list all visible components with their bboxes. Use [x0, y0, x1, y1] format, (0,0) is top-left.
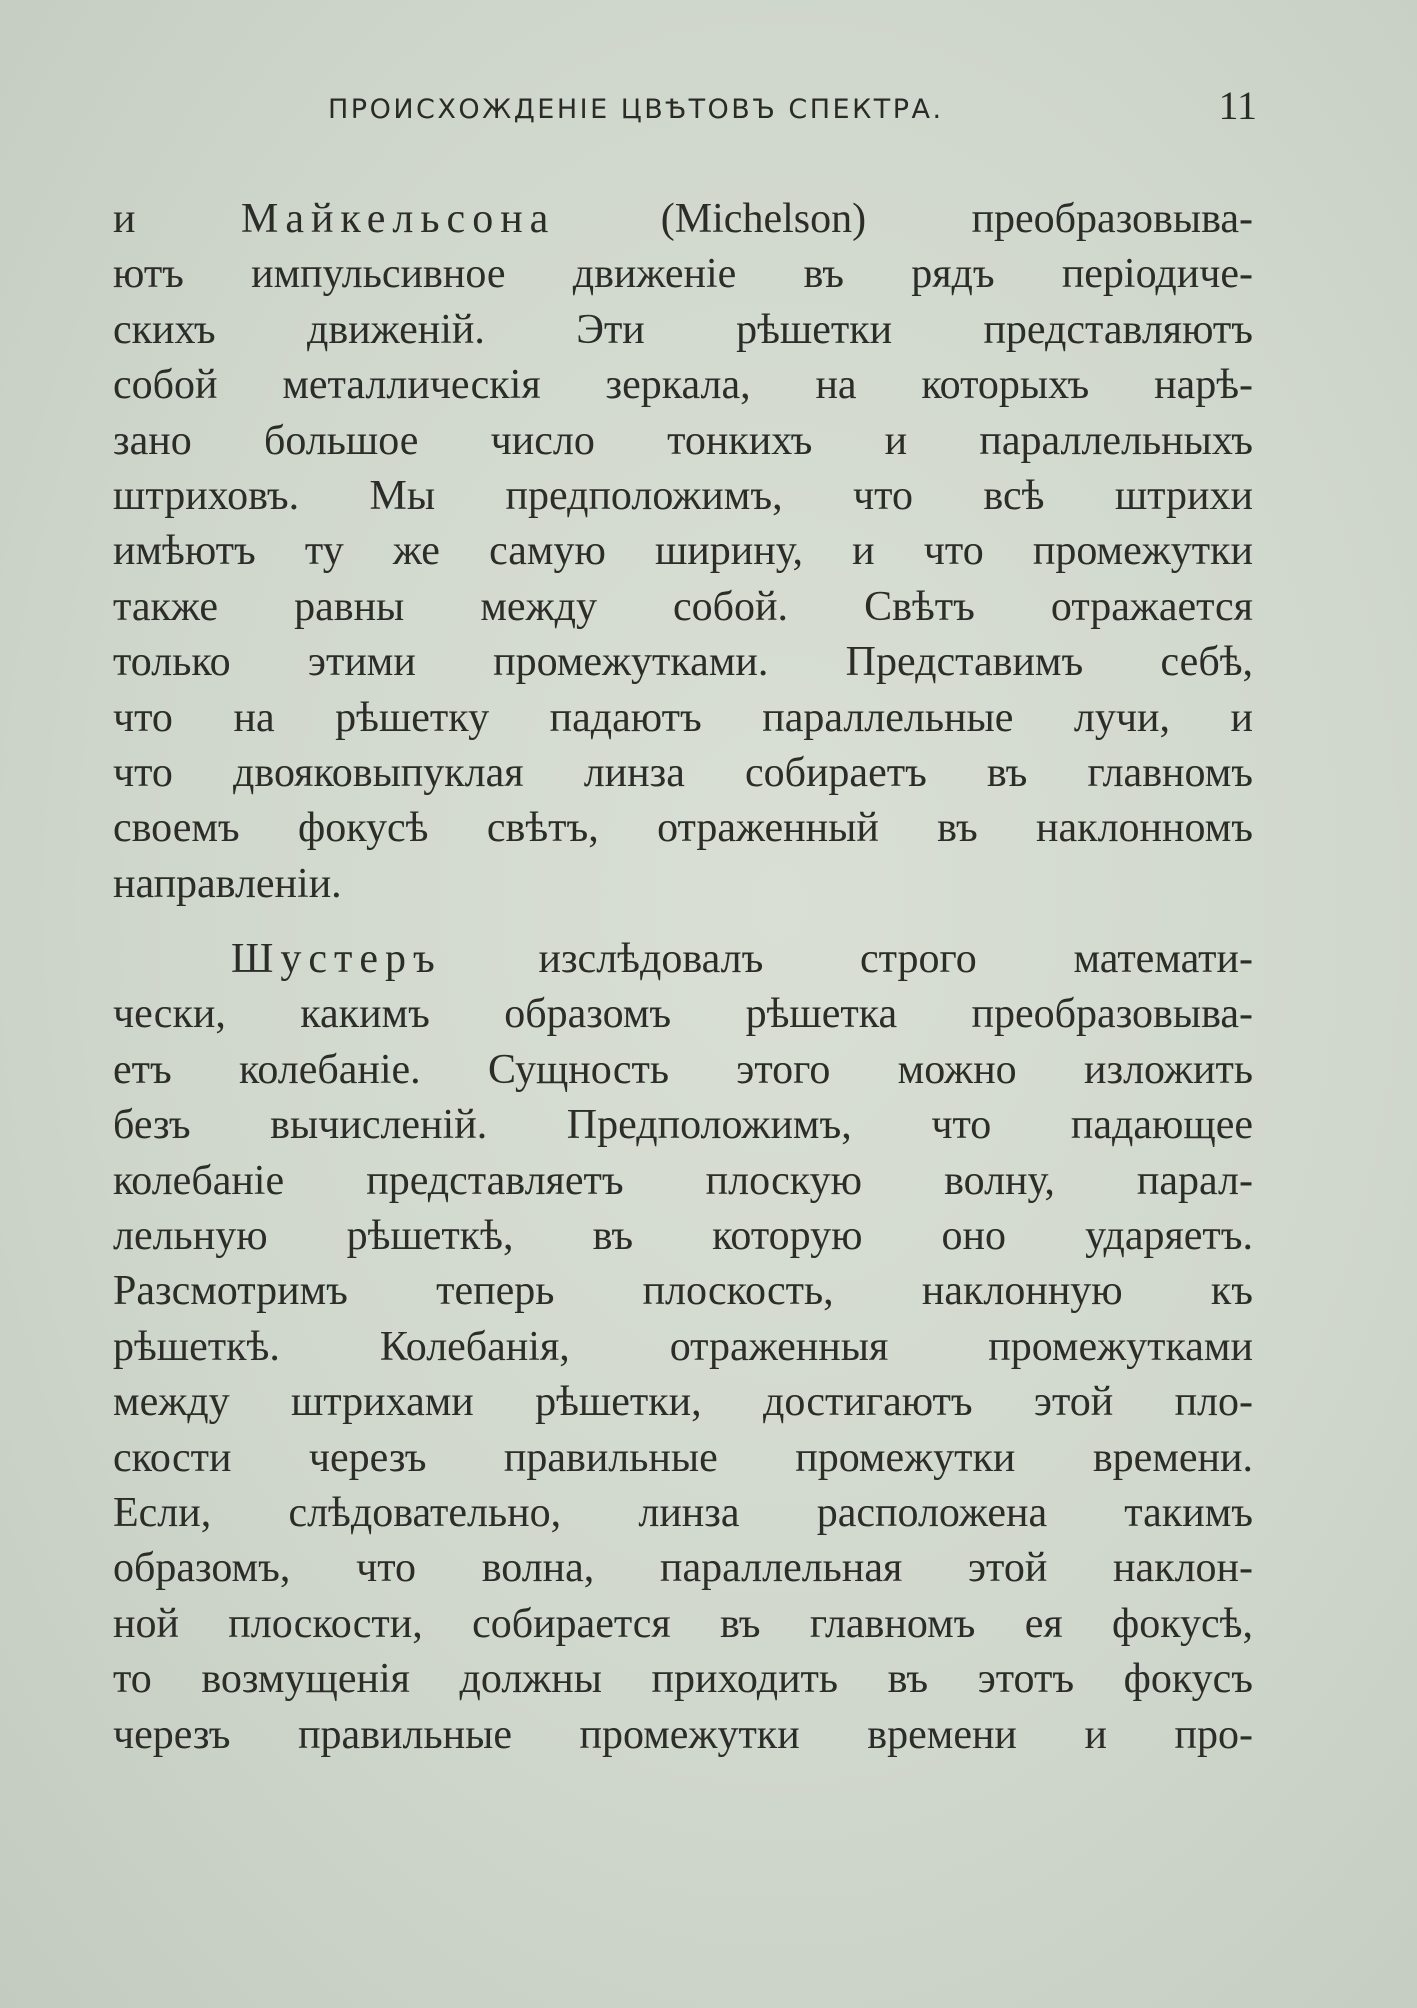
text-line: колебаніе представляетъ плоскую волну, парал-	[113, 1157, 1253, 1204]
text-line: то возмущенія должны приходить въ этотъ фокусъ	[113, 1656, 1253, 1703]
text-fragment: (Michelson) преобразовыва-	[555, 196, 1253, 242]
text-line: своемъ фокусѣ свѣтъ, отраженный въ наклонномъ	[113, 805, 1253, 852]
text-fragment: и	[113, 196, 241, 242]
text-line: чески, какимъ образомъ рѣшетка преобразовыва-	[113, 991, 1253, 1038]
text-line	[113, 192, 1253, 247]
text-line: также равны между собой. Свѣтъ отражается	[113, 583, 1253, 630]
text-line: черезъ правильные промежутки времени и про-	[113, 1711, 1253, 1758]
text-line: скихъ движеній. Эти рѣшетки представляютъ	[113, 306, 1253, 353]
running-title: ПРОИСХОЖДЕНІЕ ЦВѢТОВЪ СПЕКТРА.	[328, 94, 944, 125]
text-line: что двояковыпуклая линза собираетъ въ главномъ	[113, 749, 1253, 796]
text-line: скости черезъ правильные промежутки времени.	[113, 1434, 1253, 1481]
text-line: ной плоскости, собирается въ главномъ ея фокусѣ,	[113, 1600, 1253, 1647]
body-text	[113, 192, 1253, 1763]
spaced-name: Шустеръ	[231, 936, 442, 983]
text-fragment: изслѣдовалъ строго математи-	[441, 936, 1253, 983]
text-line: направленіи.	[113, 860, 342, 907]
text-line: собой металлическія зеркала, на которыхъ нарѣ-	[113, 362, 1253, 409]
text-line: между штрихами рѣшетки, достигаютъ этой пло-	[113, 1379, 1253, 1426]
text-line: зано большое число тонкихъ и параллельныхъ	[113, 417, 1253, 464]
text-line: етъ колебаніе. Сущность этого можно изложить	[113, 1046, 1253, 1093]
text-line	[113, 932, 1253, 987]
paragraph-1	[113, 192, 1253, 912]
paragraph-gap	[113, 912, 1253, 932]
text-line: Разсмотримъ теперь плоскость, наклонную къ	[113, 1268, 1253, 1315]
page-number: 11	[1218, 83, 1257, 128]
text-line: ютъ импульсивное движеніе въ рядъ періодиче-	[113, 251, 1253, 298]
text-line: имѣютъ ту же самую ширину, и что промежутки	[113, 528, 1253, 575]
paragraph-2	[113, 932, 1253, 1763]
text-line: безъ вычисленій. Предположимъ, что падающее	[113, 1102, 1253, 1149]
text-line: образомъ, что волна, параллельная этой наклон-	[113, 1545, 1253, 1592]
text-line: рѣшеткѣ. Колебанія, отраженныя промежутками	[113, 1323, 1253, 1370]
text-line: штриховъ. Мы предположимъ, что всѣ штрихи	[113, 472, 1253, 519]
text-line: что на рѣшетку падаютъ параллельные лучи, и	[113, 694, 1253, 741]
text-line: Если, слѣдовательно, линза расположена такимъ	[113, 1489, 1253, 1536]
text-line: лельную рѣшеткѣ, въ которую оно ударяетъ.	[113, 1213, 1253, 1260]
spaced-name: Майкельсона	[240, 196, 556, 242]
text-line: только этими промежутками. Представимъ себѣ,	[113, 639, 1253, 686]
running-header	[110, 82, 1257, 142]
